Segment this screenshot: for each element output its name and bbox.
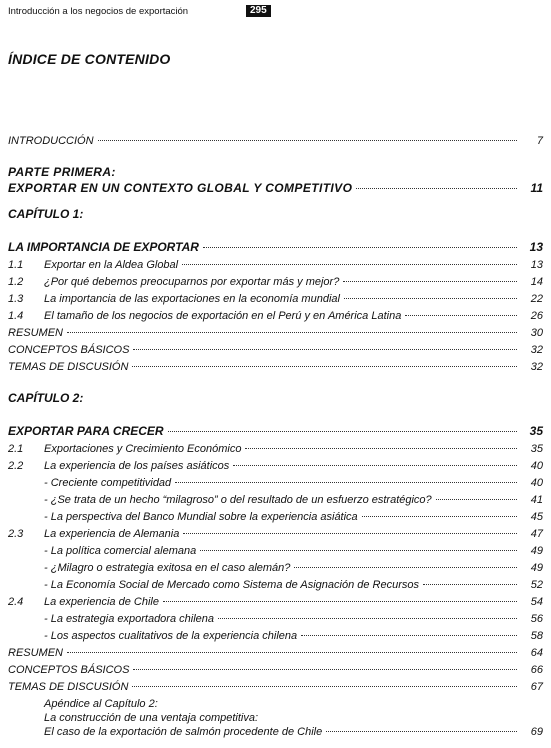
toc-entry-text: - La política comercial alemana [44, 545, 197, 557]
dot-leader [405, 315, 517, 316]
dot-leader [175, 482, 517, 483]
toc-entry-text: ¿Por qué debemos preocuparnos por exportar más y mejor? [44, 276, 340, 288]
dot-leader [168, 431, 517, 432]
section-number: 2.3 [8, 528, 24, 540]
toc-entry-page: 13 [529, 240, 543, 254]
toc-entry-page: 14 [530, 276, 543, 288]
appendix-label [8, 697, 543, 711]
toc-entry-text: INTRODUCCIÓN [8, 135, 94, 147]
toc-entry-page: 56 [530, 613, 543, 625]
toc-discussion-entry[interactable] [8, 360, 543, 377]
toc-summary-entry[interactable] [8, 646, 543, 663]
toc-entry-text: Exportar en la Aldea Global [44, 259, 179, 271]
toc-entry-text: CONCEPTOS BÁSICOS [8, 664, 130, 676]
toc-concepts-entry[interactable] [8, 343, 543, 360]
dot-leader [67, 332, 517, 333]
dot-leader [245, 448, 517, 449]
toc-entry-text: La construcción de una ventaja competitiva: [44, 712, 259, 724]
toc-entry-page: 7 [536, 135, 543, 147]
toc-subsection-entry[interactable] [8, 510, 543, 527]
toc-section-entry[interactable] [8, 292, 543, 309]
toc-entry-page: 13 [530, 259, 543, 271]
section-number: 1.3 [8, 293, 24, 305]
toc-entry-text: La experiencia de Alemania [44, 528, 180, 540]
toc-entry-text: - La perspectiva del Banco Mundial sobre la experiencia asiática [44, 511, 358, 523]
toc-section-entry[interactable] [8, 527, 543, 544]
toc-chapter-heading[interactable] [8, 424, 543, 442]
page-title: ÍNDICE DE CONTENIDO [8, 51, 171, 67]
dot-leader [294, 567, 517, 568]
toc-entry-page: 64 [530, 647, 543, 659]
toc-subsection-entry[interactable] [8, 612, 543, 629]
dot-leader [200, 550, 517, 551]
toc-entry-page: 45 [530, 511, 543, 523]
toc-entry-text: - Creciente competitividad [44, 477, 172, 489]
toc-entry-page: 40 [530, 460, 543, 472]
toc-section-entry[interactable] [8, 442, 543, 459]
toc-section-entry[interactable] [8, 275, 543, 292]
toc-entry-text: EXPORTAR PARA CRECER [8, 424, 164, 438]
table-of-contents [8, 134, 543, 742]
toc-entry-text: TEMAS DE DISCUSIÓN [8, 681, 129, 693]
section-number: 1.2 [8, 276, 24, 288]
toc-entry-page: 32 [530, 361, 543, 373]
toc-entry-text: - La estrategia exportadora chilena [44, 613, 214, 625]
section-number: 1.4 [8, 310, 24, 322]
toc-entry-page: 52 [530, 579, 543, 591]
chapter-label: CAPÍTULO 2: [8, 391, 84, 405]
running-head: Introducción a los negocios de exportación [8, 6, 189, 17]
dot-leader [203, 247, 517, 248]
page-number-box: 295 [246, 5, 271, 17]
dot-leader [133, 669, 517, 670]
toc-entry-text: RESUMEN [8, 647, 64, 659]
toc-entry-page: 11 [530, 181, 543, 195]
dot-leader [356, 188, 517, 189]
toc-entry-text: TEMAS DE DISCUSIÓN [8, 361, 129, 373]
dot-leader [436, 499, 517, 500]
toc-entry-page: 69 [530, 726, 543, 738]
toc-entry-text: - La Economía Social de Mercado como Sistema de Asignación de Recursos [44, 579, 420, 591]
toc-entry-text: La experiencia de Chile [44, 596, 159, 608]
toc-entry-page: 54 [530, 596, 543, 608]
toc-entry-page: 32 [530, 344, 543, 356]
toc-entry-page: 49 [530, 562, 543, 574]
toc-entry-page: 40 [530, 477, 543, 489]
toc-entry-page: 35 [529, 424, 543, 438]
toc-entry-page: 35 [530, 443, 543, 455]
toc-entry-page: 30 [530, 327, 543, 339]
toc-concepts-entry[interactable] [8, 663, 543, 680]
toc-subsection-entry[interactable] [8, 544, 543, 561]
dot-leader [301, 635, 517, 636]
toc-entry-text: Apéndice al Capítulo 2: [44, 698, 158, 710]
toc-entry-text: - Los aspectos cualitativos de la experiencia chilena [44, 630, 298, 642]
dot-leader [132, 686, 517, 687]
toc-entry-page: 58 [530, 630, 543, 642]
toc-summary-entry[interactable] [8, 326, 543, 343]
section-number: 2.2 [8, 460, 24, 472]
dot-leader [326, 731, 517, 732]
toc-entry-text: Exportaciones y Crecimiento Económico [44, 443, 242, 455]
dot-leader [423, 584, 517, 585]
toc-appendix-entry[interactable] [8, 725, 543, 742]
toc-entry-text: - ¿Se trata de un hecho “milagroso” o del resultado de un esfuerzo estratégico? [44, 494, 432, 506]
dot-leader [233, 465, 517, 466]
appendix-subtitle [8, 711, 543, 725]
dot-leader [343, 281, 517, 282]
dot-leader [67, 652, 517, 653]
dot-leader [182, 264, 517, 265]
dot-leader [362, 516, 517, 517]
toc-subsection-entry[interactable] [8, 476, 543, 493]
section-number: 1.1 [8, 259, 24, 271]
toc-entry-page: 66 [530, 664, 543, 676]
toc-entry-text: CONCEPTOS BÁSICOS [8, 344, 130, 356]
dot-leader [183, 533, 517, 534]
dot-leader [98, 140, 517, 141]
toc-subsection-entry[interactable] [8, 578, 543, 595]
toc-section-entry[interactable] [8, 309, 543, 326]
toc-entry-text: El tamaño de los negocios de exportación en el Perú y en América Latina [44, 310, 402, 322]
dot-leader [163, 601, 517, 602]
toc-section-entry[interactable] [8, 258, 543, 275]
toc-entry-page: 41 [530, 494, 543, 506]
toc-subsection-entry[interactable] [8, 561, 543, 578]
chapter-label: CAPÍTULO 1: [8, 207, 84, 221]
toc-subsection-entry[interactable] [8, 629, 543, 646]
part-label: PARTE PRIMERA: [8, 165, 116, 179]
toc-entry-page: 22 [530, 293, 543, 305]
dot-leader [218, 618, 517, 619]
section-number: 2.1 [8, 443, 24, 455]
part-title: EXPORTAR EN UN CONTEXTO GLOBAL Y COMPETITIVO [8, 181, 353, 195]
toc-entry-text: El caso de la exportación de salmón procedente de Chile [44, 726, 323, 738]
toc-entry-page: 67 [530, 681, 543, 693]
toc-entry-text: La experiencia de los países asiáticos [44, 460, 230, 472]
toc-entry-text: La importancia de las exportaciones en la economía mundial [44, 293, 340, 305]
toc-section-entry[interactable] [8, 459, 543, 476]
toc-entry-text: - ¿Milagro o estrategia exitosa en el caso alemán? [44, 562, 291, 574]
dot-leader [132, 366, 517, 367]
toc-discussion-entry[interactable] [8, 680, 543, 697]
toc-entry-page: 26 [530, 310, 543, 322]
toc-subsection-entry[interactable] [8, 493, 543, 510]
toc-entry-introduction[interactable] [8, 134, 543, 151]
dot-leader [344, 298, 517, 299]
toc-entry-text: RESUMEN [8, 327, 64, 339]
dot-leader [133, 349, 517, 350]
toc-chapter-heading[interactable] [8, 240, 543, 258]
toc-entry-page: 47 [530, 528, 543, 540]
section-number: 2.4 [8, 596, 24, 608]
toc-section-entry[interactable] [8, 595, 543, 612]
toc-entry-page: 49 [530, 545, 543, 557]
toc-entry-text: LA IMPORTANCIA DE EXPORTAR [8, 240, 199, 254]
toc-entry-part1[interactable] [8, 180, 543, 198]
